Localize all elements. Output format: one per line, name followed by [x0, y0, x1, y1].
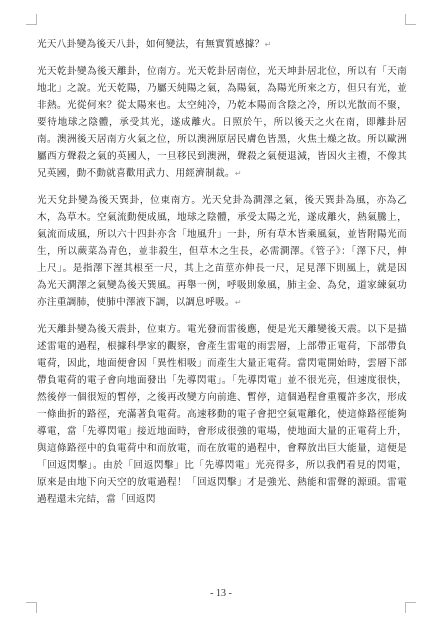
page-corner-mark-bottom-right: [405, 602, 416, 613]
body-text: [37, 36, 407, 508]
page-number: - 13 -: [210, 588, 232, 599]
paragraph-mark-icon: ↵: [264, 40, 272, 49]
paragraph-qian-li: 光天乾卦變為後天離卦，位南方。光天乾卦居南位，光天坤卦居北位，所以有「天南地北」之說。光天乾陽，乃屬天純陽之氣，為陽氣，為陽光所來之方，但只有光，並非熱。光從何來？從太陽來也。太空純冷，乃乾本陽而含陰之冷，所以光散而不聚，要待地球之陰體，承受其光，遂成離火。日照於午，所以後天之火在南，即離卦居南。澳洲後天居南方火氣之位，所以澳洲原居民膚色皆黑，火焦土燥之故。所以歐洲屬西方聲殺之氣的英國人，一旦移民到澳洲，聲殺之氣便退減，皆因火主禮，不像其兄英國，動不動就喜歡用武力、用經濟制裁。↵: [37, 66, 407, 179]
page-corner-mark-bottom-left: [26, 602, 37, 613]
paragraph-li-zhen: 光天離卦變為後天震卦，位東方。電光發而雷後應，便是光天離變後天震。以下是描述雷電的過程，根據科學家的觀察，會產生雷電的雨雲層，上部帶正電荷，下部帶負電荷，因此，地面便會因「異性相吸」而產生大量正電荷。當閃電開始時，雲層下部帶負電荷的電子會向地面發出「先導閃電」。「先導閃電」並不很光亮，但速度很快，然後停一個很短的暫停，之後再改變方向前進、暫停，這個過程會重覆許多次，形成一條曲折的路徑，充滿著負電荷。高速移動的電子會把空氣電離化，使這條路徑能夠導電，當「先導閃電」接近地面時，會形成很強的電場，使地面大量的正電荷上升，與這條路徑中的負電荷中和而放電，而在放電的過程中，會釋放出巨大能量，這便是「回返閃擊」。由於「回返閃擊」比「先導閃電」光亮得多，所以我們看見的閃電，原來是由地下向天空的放電過程！「回返閃擊」才是強光、熱能和雷聲的源頭。雷電過程還未完結，當「回返閃: [37, 324, 407, 505]
paragraph-mark-icon: ↵: [234, 298, 242, 307]
page-corner-mark-top-right: [405, 14, 416, 25]
paragraph-mark-icon: ↵: [234, 169, 242, 178]
paragraph-dui-xun: 光天兌卦變為後天巽卦，位東南方。光天兌卦為澗澤之氣，後天巽卦為風，亦為乙木，為草木。空氣流動便成風，地球之陰體，承受太陽之光，遂成離火，熱氣騰上，氣流而成風，所以六十四卦亦含「地風升」一卦，所有草木皆乘風氣，並皆附陽光而生，所以蕨菜為青色，並非殺生，但草木之生長，必需澗澤。《管子》：「澤下尺，伸上尺」。是指澤下溼其根至一尺，其上之苗莖亦伸長一尺，足見澤下則風上，就是因為光天澗澤之氣變為後天巽風。再舉一例，呼吸則象風，肺主金、為兌，道家練氣功亦注重調肺，使肺中澤液下調，以調息呼吸。↵: [37, 195, 407, 308]
page-corner-mark-top-left: [26, 14, 37, 25]
paragraph-question: 光天八卦變為後天八卦，如何變法，有無實質感據？↵: [37, 39, 272, 50]
